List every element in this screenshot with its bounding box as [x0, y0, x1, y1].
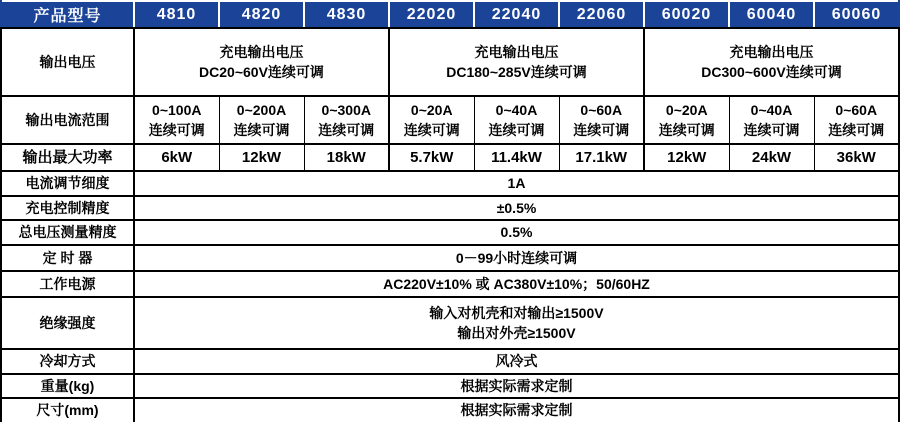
header-model-22060: 22060 — [559, 1, 644, 28]
current-step-value: 1A — [134, 171, 899, 196]
max-power-label: 输出最大功率 — [1, 144, 134, 171]
row-output-voltage — [1, 28, 899, 96]
output-voltage-group-1-line2: DC20~60V连续可调 — [199, 64, 324, 80]
max-power-value: 18kW — [304, 144, 389, 171]
output-voltage-group-3-line1: 充电输出电压 — [729, 43, 814, 60]
row-max-power — [1, 144, 899, 171]
row-current-range — [1, 96, 899, 144]
current-range-value: 0~20A — [410, 101, 453, 118]
header-model-60060: 60060 — [814, 1, 899, 28]
row-cooling — [1, 349, 899, 374]
header-model-60020: 60020 — [644, 1, 729, 28]
row-insulation — [1, 297, 899, 349]
header-model-22020: 22020 — [389, 1, 474, 28]
voltage-accuracy-label: 总电压测量精度 — [1, 220, 134, 245]
current-range-value: 0~40A — [495, 101, 538, 118]
row-timer — [1, 245, 899, 271]
timer-label: 定 时 器 — [1, 245, 134, 271]
current-range-cell — [729, 96, 814, 144]
insulation-label: 绝缘强度 — [1, 297, 134, 349]
current-range-value: 0~100A — [152, 101, 202, 118]
current-range-cell — [134, 96, 219, 144]
current-range-cell — [304, 96, 389, 144]
output-voltage-group-2 — [389, 28, 644, 96]
dimensions-value: 根据实际需求定制 — [134, 398, 899, 422]
max-power-value: 12kW — [644, 144, 729, 171]
weight-label: 重量(kg) — [1, 374, 134, 398]
current-range-note: 连续可调 — [403, 122, 460, 138]
dimensions-label: 尺寸(mm) — [1, 398, 134, 422]
current-range-note: 连续可调 — [233, 122, 290, 138]
header-model-4820: 4820 — [219, 1, 304, 28]
insulation-line2: 输出对外壳≥1500V — [457, 325, 576, 341]
current-range-value: 0~60A — [580, 101, 623, 118]
max-power-value: 11.4kW — [474, 144, 559, 171]
current-range-note: 连续可调 — [573, 122, 630, 138]
charge-accuracy-value: ±0.5% — [134, 196, 899, 220]
insulation-value — [134, 297, 899, 349]
output-voltage-group-3-line2: DC300~600V连续可调 — [701, 64, 842, 80]
current-range-cell — [559, 96, 644, 144]
output-voltage-label: 输出电压 — [1, 28, 134, 96]
max-power-value: 12kW — [219, 144, 304, 171]
output-voltage-group-1-line1: 充电输出电压 — [219, 43, 304, 60]
row-current-step — [1, 171, 899, 196]
voltage-accuracy-value: 0.5% — [134, 220, 899, 245]
timer-value: 0－99小时连续可调 — [134, 245, 899, 271]
row-charge-accuracy — [1, 196, 899, 220]
current-range-cell — [814, 96, 899, 144]
current-range-cell — [389, 96, 474, 144]
current-step-label: 电流调节细度 — [1, 171, 134, 196]
cooling-value: 风冷式 — [134, 349, 899, 374]
current-range-label: 输出电流范围 — [1, 96, 134, 144]
current-range-note: 连续可调 — [488, 122, 545, 138]
insulation-line1: 输入对机壳和对输出≥1500V — [429, 304, 604, 321]
current-range-note: 连续可调 — [658, 122, 715, 138]
max-power-value: 24kW — [729, 144, 814, 171]
header-model-4830: 4830 — [304, 1, 389, 28]
output-voltage-group-2-line2: DC180~285V连续可调 — [446, 64, 587, 80]
header-model-22040: 22040 — [474, 1, 559, 28]
current-range-value: 0~60A — [835, 101, 878, 118]
output-voltage-group-2-line1: 充电输出电压 — [474, 43, 559, 60]
cooling-label: 冷却方式 — [1, 349, 134, 374]
header-model-60040: 60040 — [729, 1, 814, 28]
max-power-value: 6kW — [134, 144, 219, 171]
header-row — [1, 1, 899, 28]
row-dimensions — [1, 398, 899, 422]
current-range-value: 0~40A — [750, 101, 793, 118]
power-supply-label: 工作电源 — [1, 271, 134, 297]
current-range-cell — [219, 96, 304, 144]
header-product-model-label: 产品型号 — [1, 1, 134, 28]
max-power-value: 17.1kW — [559, 144, 644, 171]
power-supply-value: AC220V±10% 或 AC380V±10%；50/60HZ — [134, 271, 899, 297]
header-model-4810: 4810 — [134, 1, 219, 28]
current-range-note: 连续可调 — [743, 122, 800, 138]
current-range-note: 连续可调 — [318, 122, 375, 138]
row-weight — [1, 374, 899, 398]
charge-accuracy-label: 充电控制精度 — [1, 196, 134, 220]
current-range-cell — [474, 96, 559, 144]
current-range-value: 0~20A — [665, 101, 708, 118]
current-range-note: 连续可调 — [828, 122, 885, 138]
current-range-note: 连续可调 — [148, 122, 205, 138]
row-power-supply — [1, 271, 899, 297]
current-range-value: 0~300A — [321, 101, 371, 118]
output-voltage-group-1 — [134, 28, 389, 96]
output-voltage-group-3 — [644, 28, 899, 96]
max-power-value: 5.7kW — [389, 144, 474, 171]
weight-value: 根据实际需求定制 — [134, 374, 899, 398]
current-range-cell — [644, 96, 729, 144]
current-range-value: 0~200A — [236, 101, 287, 118]
row-voltage-accuracy — [1, 220, 899, 245]
max-power-value: 36kW — [814, 144, 899, 171]
